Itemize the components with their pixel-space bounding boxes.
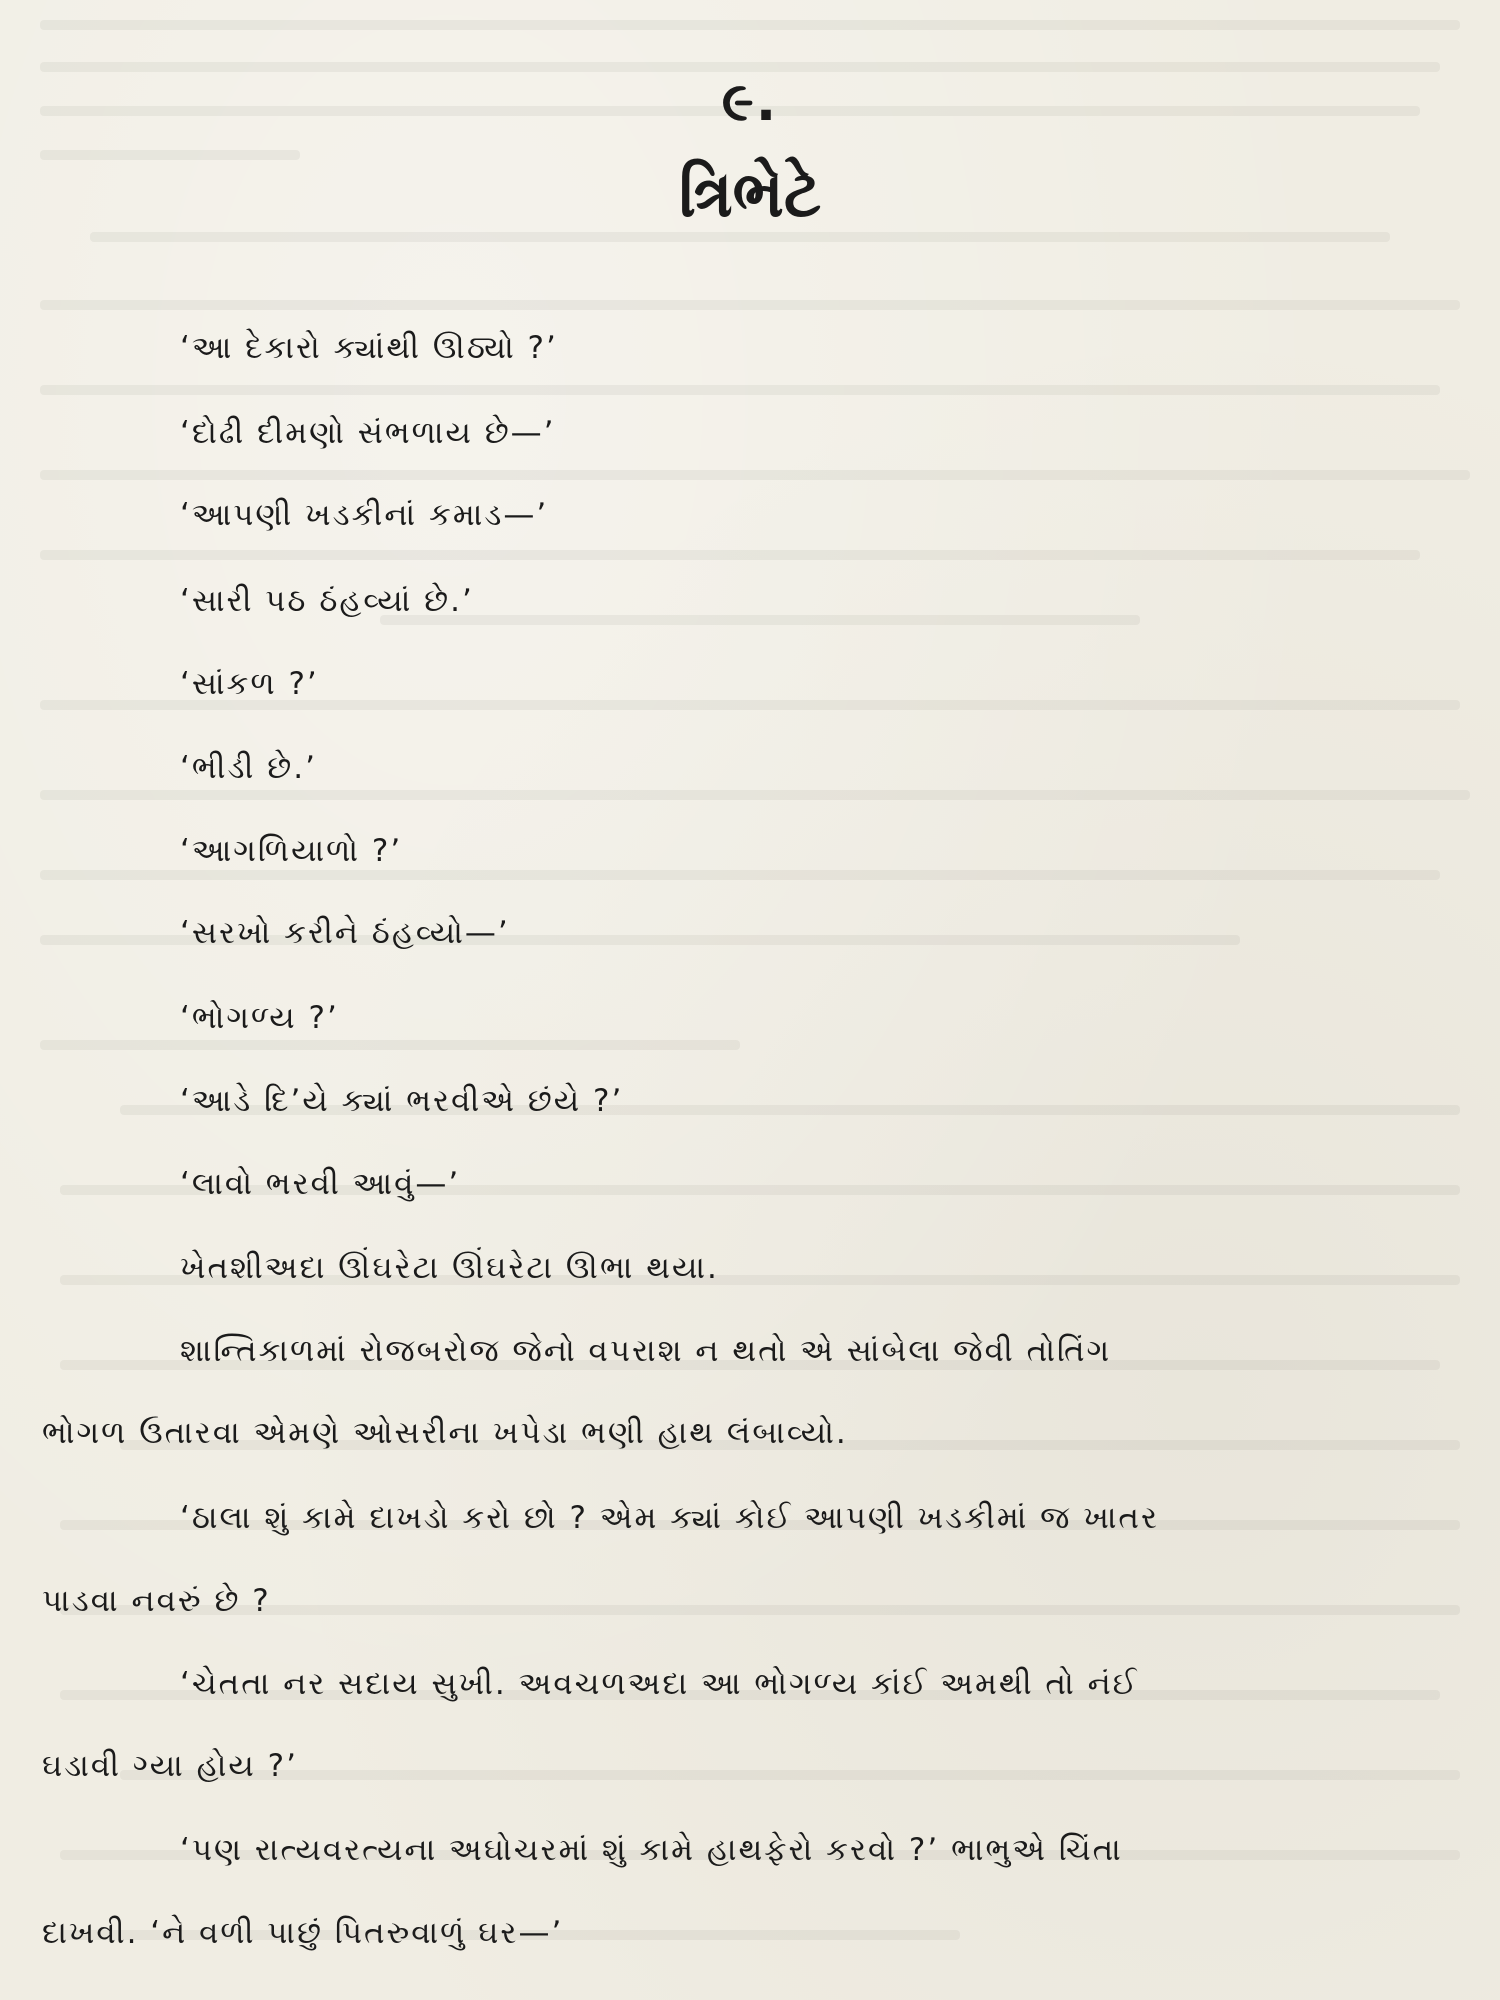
- paragraph-line: ઘડાવી ગ્યા હોય ?’: [42, 1748, 298, 1784]
- text-line: ‘લાવો ભરવી આવું—’: [180, 1166, 461, 1202]
- text-line: ‘ભોગળ્ય ?’: [180, 1000, 339, 1036]
- paragraph-line: ખેતશીઅદા ઊંઘરેટા ઊંઘરેટા ઊભા થયા.: [180, 1250, 719, 1286]
- chapter-number: ૯.: [721, 70, 779, 133]
- chapter-title: ત્રિભેટે: [678, 158, 822, 232]
- text-line: ‘સારી પઠ ઠંહવ્યાં છે.’: [180, 583, 474, 619]
- text-line: ‘દોઢી દીમણો સંભળાય છે—’: [180, 415, 556, 451]
- paragraph-line: ભોગળ ઉતારવા એમણે ઓસરીના ખપેડા ભણી હાથ લંબાવ્યો.: [42, 1415, 848, 1451]
- paragraph-line: દાખવી. ‘ને વળી પાછું પિતરુવાળું ઘર—’: [42, 1915, 564, 1951]
- text-line: ‘આડે દિ’યે ક્યાં ભરવીએ છંયે ?’: [180, 1083, 624, 1119]
- text-line: ‘ભીડી છે.’: [180, 750, 317, 786]
- paragraph-line: ‘ઠાલા શું કામે દાખડો કરો છો ? એમ ક્યાં કોઈ આપણી ખડકીમાં જ ખાતર: [180, 1500, 1160, 1536]
- paragraph-line: ‘પણ રાત્યવરત્યના અઘોચરમાં શું કામે હાથફેરો કરવો ?’ ભાભુએ ચિંતા: [180, 1832, 1123, 1868]
- text-line: ‘આ દેકારો ક્યાંથી ઊઠ્યો ?’: [180, 330, 558, 366]
- paragraph-line: ‘ચેતતા નર સદાય સુખી. અવચળઅદા આ ભોગળ્ય કાંઈ અમથી તો નંઈ: [180, 1666, 1139, 1702]
- paragraph-line: શાન્તિકાળમાં રોજબરોજ જેનો વપરાશ ન થતો એ સાંબેલા જેવી તોતિંગ: [180, 1333, 1112, 1369]
- paragraph-line: પાડવા નવરું છે ?: [42, 1583, 271, 1619]
- text-line: ‘આપણી ખડકીનાં કમાડ—’: [180, 497, 549, 533]
- text-line: ‘સાંકળ ?’: [180, 666, 319, 702]
- text-line: ‘આગળિયાળો ?’: [180, 833, 403, 869]
- text-line: ‘સરખો કરીને ઠંહવ્યો—’: [180, 915, 510, 951]
